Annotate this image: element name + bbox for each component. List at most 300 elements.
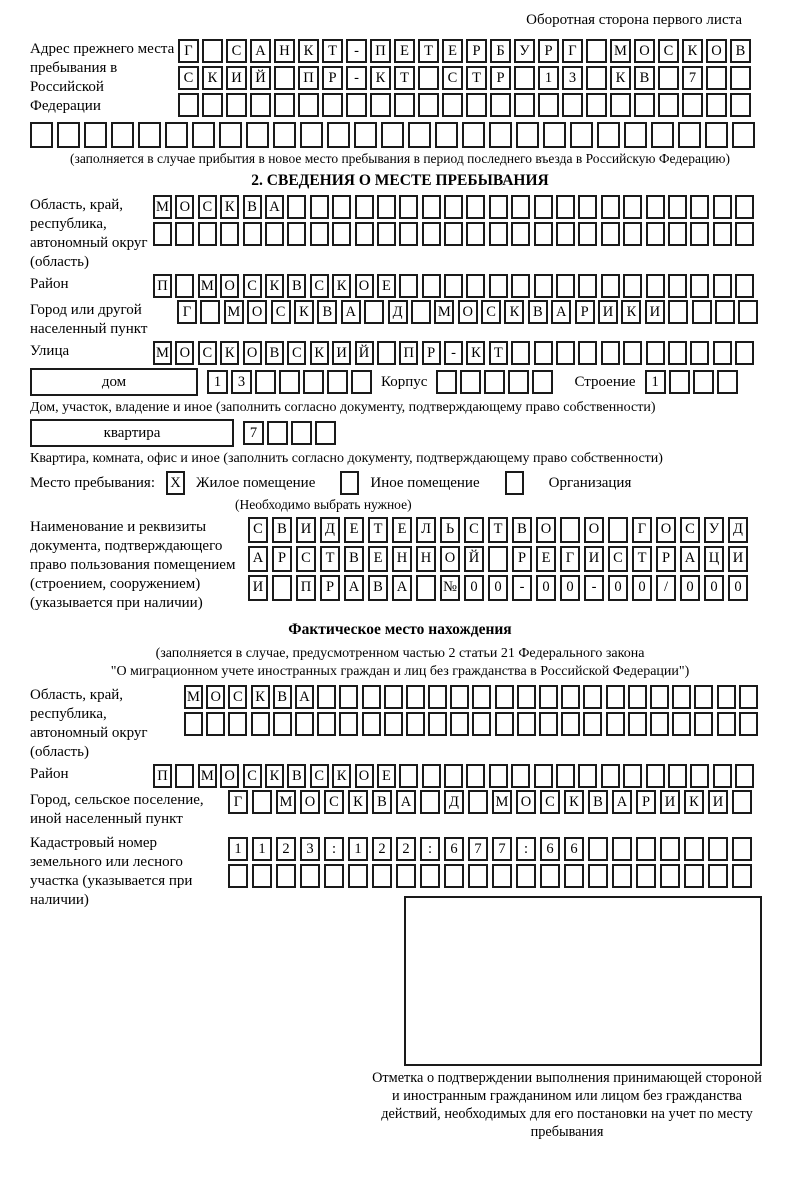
char-cell[interactable] xyxy=(362,685,381,709)
char-cell[interactable] xyxy=(265,222,284,246)
char-cell[interactable]: О xyxy=(247,300,267,324)
char-cell[interactable] xyxy=(226,93,247,117)
char-cell[interactable]: Г xyxy=(178,39,199,63)
char-cell[interactable]: Н xyxy=(274,39,295,63)
char-cell[interactable]: Г xyxy=(562,39,583,63)
char-cell[interactable]: Т xyxy=(632,546,652,572)
char-cell[interactable]: М xyxy=(434,300,454,324)
char-cell[interactable]: В xyxy=(287,764,306,788)
char-cell[interactable] xyxy=(601,274,620,298)
char-cell[interactable] xyxy=(418,66,439,90)
char-cell[interactable] xyxy=(735,222,754,246)
char-cell[interactable] xyxy=(543,122,566,148)
char-cell[interactable]: Д xyxy=(728,517,748,543)
char-cell[interactable] xyxy=(715,300,735,324)
char-cell[interactable] xyxy=(516,864,536,888)
char-cell[interactable]: Г xyxy=(228,790,248,814)
char-cell[interactable] xyxy=(466,222,485,246)
char-cell[interactable] xyxy=(540,864,560,888)
char-cell[interactable] xyxy=(327,370,348,394)
char-cell[interactable] xyxy=(732,122,755,148)
char-cell[interactable] xyxy=(690,195,709,219)
char-cell[interactable] xyxy=(517,685,536,709)
char-cell[interactable]: И xyxy=(296,517,316,543)
char-cell[interactable] xyxy=(444,222,463,246)
char-cell[interactable]: Р xyxy=(322,66,343,90)
char-cell[interactable] xyxy=(495,685,514,709)
char-cell[interactable] xyxy=(489,764,508,788)
char-cell[interactable] xyxy=(668,195,687,219)
char-cell[interactable] xyxy=(428,685,447,709)
char-cell[interactable]: 0 xyxy=(560,575,580,601)
char-cell[interactable] xyxy=(472,712,491,736)
char-cell[interactable] xyxy=(84,122,107,148)
char-cell[interactable] xyxy=(444,864,464,888)
char-cell[interactable]: Р xyxy=(636,790,656,814)
char-cell[interactable]: 6 xyxy=(444,837,464,861)
char-cell[interactable]: В xyxy=(317,300,337,324)
char-cell[interactable] xyxy=(184,712,203,736)
char-cell[interactable]: К xyxy=(298,39,319,63)
char-cell[interactable]: С xyxy=(680,517,700,543)
char-cell[interactable] xyxy=(165,122,188,148)
char-cell[interactable]: С xyxy=(248,517,268,543)
char-cell[interactable] xyxy=(606,712,625,736)
char-cell[interactable]: Т xyxy=(418,39,439,63)
char-cell[interactable] xyxy=(508,370,529,394)
char-cell[interactable]: Е xyxy=(344,517,364,543)
char-cell[interactable] xyxy=(690,222,709,246)
char-cell[interactable]: О xyxy=(458,300,478,324)
char-cell[interactable] xyxy=(693,370,714,394)
char-cell[interactable] xyxy=(634,93,655,117)
char-cell[interactable] xyxy=(660,837,680,861)
char-cell[interactable] xyxy=(669,370,690,394)
char-cell[interactable] xyxy=(384,685,403,709)
checkbox-inoe[interactable] xyxy=(340,471,359,495)
char-cell[interactable]: А xyxy=(248,546,268,572)
char-cell[interactable]: А xyxy=(344,575,364,601)
char-cell[interactable]: - xyxy=(346,39,367,63)
checkbox-organizatsiya[interactable] xyxy=(505,471,524,495)
char-cell[interactable] xyxy=(628,712,647,736)
char-cell[interactable]: А xyxy=(295,685,314,709)
char-cell[interactable] xyxy=(586,39,607,63)
char-cell[interactable]: 1 xyxy=(538,66,559,90)
char-cell[interactable] xyxy=(466,93,487,117)
char-cell[interactable] xyxy=(556,195,575,219)
char-cell[interactable]: 2 xyxy=(372,837,392,861)
char-cell[interactable] xyxy=(732,837,752,861)
char-cell[interactable] xyxy=(57,122,80,148)
char-cell[interactable] xyxy=(300,864,320,888)
char-cell[interactable] xyxy=(735,764,754,788)
char-cell[interactable] xyxy=(588,864,608,888)
char-cell[interactable]: О xyxy=(536,517,556,543)
char-cell[interactable] xyxy=(517,712,536,736)
char-cell[interactable] xyxy=(583,685,602,709)
char-cell[interactable]: П xyxy=(399,341,418,365)
char-cell[interactable]: Р xyxy=(320,575,340,601)
char-cell[interactable]: Е xyxy=(368,546,388,572)
char-cell[interactable]: : xyxy=(516,837,536,861)
char-cell[interactable] xyxy=(324,864,344,888)
char-cell[interactable] xyxy=(706,66,727,90)
char-cell[interactable] xyxy=(372,864,392,888)
char-cell[interactable] xyxy=(198,222,217,246)
char-cell[interactable]: В xyxy=(287,274,306,298)
char-cell[interactable] xyxy=(650,712,669,736)
char-cell[interactable]: С xyxy=(243,764,262,788)
char-cell[interactable] xyxy=(739,685,758,709)
char-cell[interactable]: : xyxy=(324,837,344,861)
char-cell[interactable]: Д xyxy=(444,790,464,814)
char-cell[interactable] xyxy=(694,712,713,736)
char-cell[interactable] xyxy=(250,93,271,117)
char-cell[interactable]: С xyxy=(442,66,463,90)
char-cell[interactable] xyxy=(660,864,680,888)
char-cell[interactable] xyxy=(466,274,485,298)
char-cell[interactable]: П xyxy=(298,66,319,90)
char-cell[interactable] xyxy=(690,341,709,365)
char-cell[interactable]: Р xyxy=(490,66,511,90)
char-cell[interactable]: И xyxy=(332,341,351,365)
char-cell[interactable] xyxy=(310,195,329,219)
char-cell[interactable] xyxy=(202,93,223,117)
char-cell[interactable] xyxy=(624,122,647,148)
char-cell[interactable] xyxy=(276,864,296,888)
char-cell[interactable]: С xyxy=(226,39,247,63)
char-cell[interactable]: В xyxy=(243,195,262,219)
char-cell[interactable] xyxy=(394,93,415,117)
char-cell[interactable]: 7 xyxy=(492,837,512,861)
char-cell[interactable]: М xyxy=(184,685,203,709)
char-cell[interactable]: О xyxy=(355,764,374,788)
char-cell[interactable] xyxy=(444,764,463,788)
char-cell[interactable]: - xyxy=(512,575,532,601)
char-cell[interactable] xyxy=(597,122,620,148)
char-cell[interactable] xyxy=(717,370,738,394)
char-cell[interactable] xyxy=(436,370,457,394)
char-cell[interactable] xyxy=(468,790,488,814)
char-cell[interactable]: К xyxy=(466,341,485,365)
char-cell[interactable] xyxy=(362,712,381,736)
char-cell[interactable] xyxy=(534,341,553,365)
char-cell[interactable]: / xyxy=(656,575,676,601)
char-cell[interactable] xyxy=(192,122,215,148)
char-cell[interactable] xyxy=(578,764,597,788)
char-cell[interactable] xyxy=(279,370,300,394)
char-cell[interactable] xyxy=(636,837,656,861)
char-cell[interactable]: М xyxy=(153,195,172,219)
char-cell[interactable]: Т xyxy=(489,341,508,365)
char-cell[interactable] xyxy=(561,712,580,736)
char-cell[interactable] xyxy=(732,864,752,888)
char-cell[interactable]: О xyxy=(175,195,194,219)
char-cell[interactable] xyxy=(332,195,351,219)
char-cell[interactable] xyxy=(668,300,688,324)
char-cell[interactable]: К xyxy=(310,341,329,365)
char-cell[interactable] xyxy=(472,685,491,709)
char-cell[interactable]: А xyxy=(341,300,361,324)
char-cell[interactable] xyxy=(202,39,223,63)
char-cell[interactable]: К xyxy=(220,341,239,365)
char-cell[interactable]: М xyxy=(153,341,172,365)
char-cell[interactable] xyxy=(612,837,632,861)
char-cell[interactable] xyxy=(534,222,553,246)
char-cell[interactable] xyxy=(138,122,161,148)
char-cell[interactable] xyxy=(339,712,358,736)
char-cell[interactable] xyxy=(346,93,367,117)
char-cell[interactable] xyxy=(713,195,732,219)
char-cell[interactable] xyxy=(406,712,425,736)
char-cell[interactable]: О xyxy=(656,517,676,543)
char-cell[interactable]: П xyxy=(153,274,172,298)
char-cell[interactable] xyxy=(514,93,535,117)
char-cell[interactable]: О xyxy=(440,546,460,572)
char-cell[interactable] xyxy=(418,93,439,117)
char-cell[interactable]: В xyxy=(588,790,608,814)
char-cell[interactable] xyxy=(646,341,665,365)
char-cell[interactable] xyxy=(713,764,732,788)
char-cell[interactable]: А xyxy=(680,546,700,572)
char-cell[interactable] xyxy=(561,685,580,709)
char-cell[interactable] xyxy=(538,93,559,117)
char-cell[interactable] xyxy=(684,864,704,888)
char-cell[interactable]: В xyxy=(372,790,392,814)
char-cell[interactable] xyxy=(466,195,485,219)
char-cell[interactable] xyxy=(355,222,374,246)
char-cell[interactable]: 0 xyxy=(728,575,748,601)
char-cell[interactable] xyxy=(460,370,481,394)
char-cell[interactable]: Ь xyxy=(440,517,460,543)
char-cell[interactable]: С xyxy=(310,274,329,298)
char-cell[interactable] xyxy=(556,341,575,365)
char-cell[interactable]: И xyxy=(728,546,748,572)
char-cell[interactable] xyxy=(713,222,732,246)
char-cell[interactable] xyxy=(287,195,306,219)
char-cell[interactable]: 0 xyxy=(704,575,724,601)
char-cell[interactable] xyxy=(735,274,754,298)
char-cell[interactable] xyxy=(399,764,418,788)
char-cell[interactable] xyxy=(623,274,642,298)
char-cell[interactable] xyxy=(601,764,620,788)
char-cell[interactable]: А xyxy=(396,790,416,814)
char-cell[interactable]: Т xyxy=(368,517,388,543)
char-cell[interactable] xyxy=(462,122,485,148)
char-cell[interactable] xyxy=(672,712,691,736)
char-cell[interactable] xyxy=(717,712,736,736)
char-cell[interactable]: В xyxy=(730,39,751,63)
char-cell[interactable]: Е xyxy=(536,546,556,572)
char-cell[interactable]: К xyxy=(202,66,223,90)
char-cell[interactable] xyxy=(252,864,272,888)
char-cell[interactable]: Н xyxy=(392,546,412,572)
char-cell[interactable]: 1 xyxy=(207,370,228,394)
char-cell[interactable]: 2 xyxy=(276,837,296,861)
char-cell[interactable] xyxy=(514,66,535,90)
char-cell[interactable] xyxy=(243,222,262,246)
char-cell[interactable] xyxy=(623,222,642,246)
char-cell[interactable] xyxy=(684,837,704,861)
char-cell[interactable] xyxy=(713,341,732,365)
char-cell[interactable] xyxy=(408,122,431,148)
char-cell[interactable] xyxy=(564,864,584,888)
char-cell[interactable] xyxy=(355,195,374,219)
char-cell[interactable]: У xyxy=(704,517,724,543)
char-cell[interactable]: О xyxy=(206,685,225,709)
char-cell[interactable]: К xyxy=(621,300,641,324)
char-cell[interactable] xyxy=(466,764,485,788)
char-cell[interactable] xyxy=(298,93,319,117)
char-cell[interactable] xyxy=(255,370,276,394)
char-cell[interactable]: Б xyxy=(490,39,511,63)
char-cell[interactable]: М xyxy=(224,300,244,324)
char-cell[interactable]: Р xyxy=(575,300,595,324)
char-cell[interactable] xyxy=(422,195,441,219)
char-cell[interactable]: 0 xyxy=(680,575,700,601)
char-cell[interactable]: Р xyxy=(656,546,676,572)
char-cell[interactable] xyxy=(556,764,575,788)
char-cell[interactable]: К xyxy=(684,790,704,814)
char-cell[interactable] xyxy=(489,195,508,219)
char-cell[interactable] xyxy=(251,712,270,736)
char-cell[interactable] xyxy=(484,370,505,394)
char-cell[interactable]: А xyxy=(265,195,284,219)
char-cell[interactable]: 3 xyxy=(300,837,320,861)
char-cell[interactable] xyxy=(586,93,607,117)
char-cell[interactable]: К xyxy=(564,790,584,814)
char-cell[interactable] xyxy=(578,222,597,246)
char-cell[interactable] xyxy=(601,195,620,219)
char-cell[interactable]: П xyxy=(296,575,316,601)
char-cell[interactable] xyxy=(206,712,225,736)
char-cell[interactable] xyxy=(252,790,272,814)
char-cell[interactable]: Р xyxy=(538,39,559,63)
char-cell[interactable] xyxy=(601,222,620,246)
char-cell[interactable] xyxy=(310,222,329,246)
char-cell[interactable] xyxy=(450,712,469,736)
char-cell[interactable]: С xyxy=(464,517,484,543)
char-cell[interactable] xyxy=(291,421,312,445)
char-cell[interactable]: К xyxy=(348,790,368,814)
char-cell[interactable]: Г xyxy=(632,517,652,543)
char-cell[interactable] xyxy=(623,195,642,219)
char-cell[interactable] xyxy=(300,122,323,148)
char-cell[interactable]: 6 xyxy=(564,837,584,861)
char-cell[interactable] xyxy=(556,222,575,246)
char-cell[interactable] xyxy=(488,546,508,572)
char-cell[interactable] xyxy=(348,864,368,888)
char-cell[interactable] xyxy=(327,122,350,148)
char-cell[interactable] xyxy=(646,222,665,246)
char-cell[interactable] xyxy=(490,93,511,117)
char-cell[interactable]: М xyxy=(198,274,217,298)
char-cell[interactable]: Т xyxy=(322,39,343,63)
char-cell[interactable] xyxy=(608,517,628,543)
char-cell[interactable]: 1 xyxy=(348,837,368,861)
char-cell[interactable] xyxy=(411,300,431,324)
char-cell[interactable] xyxy=(708,864,728,888)
char-cell[interactable]: О xyxy=(584,517,604,543)
char-cell[interactable]: И xyxy=(248,575,268,601)
char-cell[interactable] xyxy=(539,712,558,736)
char-cell[interactable] xyxy=(578,341,597,365)
char-cell[interactable] xyxy=(111,122,134,148)
char-cell[interactable] xyxy=(646,195,665,219)
char-cell[interactable] xyxy=(381,122,404,148)
char-cell[interactable]: К xyxy=(370,66,391,90)
char-cell[interactable]: С xyxy=(658,39,679,63)
char-cell[interactable] xyxy=(377,195,396,219)
char-cell[interactable] xyxy=(406,685,425,709)
checkbox-zhiloe[interactable]: X xyxy=(166,471,185,495)
char-cell[interactable] xyxy=(562,93,583,117)
char-cell[interactable]: 1 xyxy=(252,837,272,861)
char-cell[interactable]: 7 xyxy=(468,837,488,861)
char-cell[interactable] xyxy=(708,837,728,861)
char-cell[interactable] xyxy=(534,195,553,219)
char-cell[interactable] xyxy=(578,274,597,298)
char-cell[interactable] xyxy=(267,421,288,445)
char-cell[interactable]: А xyxy=(392,575,412,601)
char-cell[interactable]: О xyxy=(516,790,536,814)
char-cell[interactable]: В xyxy=(512,517,532,543)
char-cell[interactable]: 7 xyxy=(682,66,703,90)
char-cell[interactable] xyxy=(420,790,440,814)
char-cell[interactable]: Л xyxy=(416,517,436,543)
char-cell[interactable] xyxy=(694,685,713,709)
char-cell[interactable]: - xyxy=(584,575,604,601)
char-cell[interactable]: Е xyxy=(377,274,396,298)
char-cell[interactable] xyxy=(246,122,269,148)
char-cell[interactable]: К xyxy=(294,300,314,324)
char-cell[interactable] xyxy=(303,370,324,394)
char-cell[interactable] xyxy=(153,222,172,246)
char-cell[interactable]: О xyxy=(355,274,374,298)
char-cell[interactable] xyxy=(682,93,703,117)
char-cell[interactable]: О xyxy=(706,39,727,63)
char-cell[interactable]: - xyxy=(444,341,463,365)
char-cell[interactable] xyxy=(317,685,336,709)
char-cell[interactable] xyxy=(30,122,53,148)
char-cell[interactable]: С xyxy=(310,764,329,788)
char-cell[interactable] xyxy=(489,222,508,246)
char-cell[interactable]: К xyxy=(265,764,284,788)
char-cell[interactable]: О xyxy=(220,274,239,298)
char-cell[interactable]: И xyxy=(226,66,247,90)
char-cell[interactable] xyxy=(511,195,530,219)
char-cell[interactable] xyxy=(668,274,687,298)
char-cell[interactable]: Й xyxy=(464,546,484,572)
char-cell[interactable] xyxy=(317,712,336,736)
char-cell[interactable] xyxy=(690,764,709,788)
char-cell[interactable]: 0 xyxy=(608,575,628,601)
char-cell[interactable]: С xyxy=(198,341,217,365)
char-cell[interactable]: К xyxy=(220,195,239,219)
char-cell[interactable]: С xyxy=(608,546,628,572)
char-cell[interactable]: П xyxy=(370,39,391,63)
char-cell[interactable]: С xyxy=(324,790,344,814)
char-cell[interactable]: С xyxy=(540,790,560,814)
char-cell[interactable]: 1 xyxy=(645,370,666,394)
char-cell[interactable] xyxy=(377,341,396,365)
char-cell[interactable] xyxy=(706,93,727,117)
char-cell[interactable]: В xyxy=(273,685,292,709)
char-cell[interactable] xyxy=(435,122,458,148)
char-cell[interactable] xyxy=(422,764,441,788)
char-cell[interactable] xyxy=(668,341,687,365)
